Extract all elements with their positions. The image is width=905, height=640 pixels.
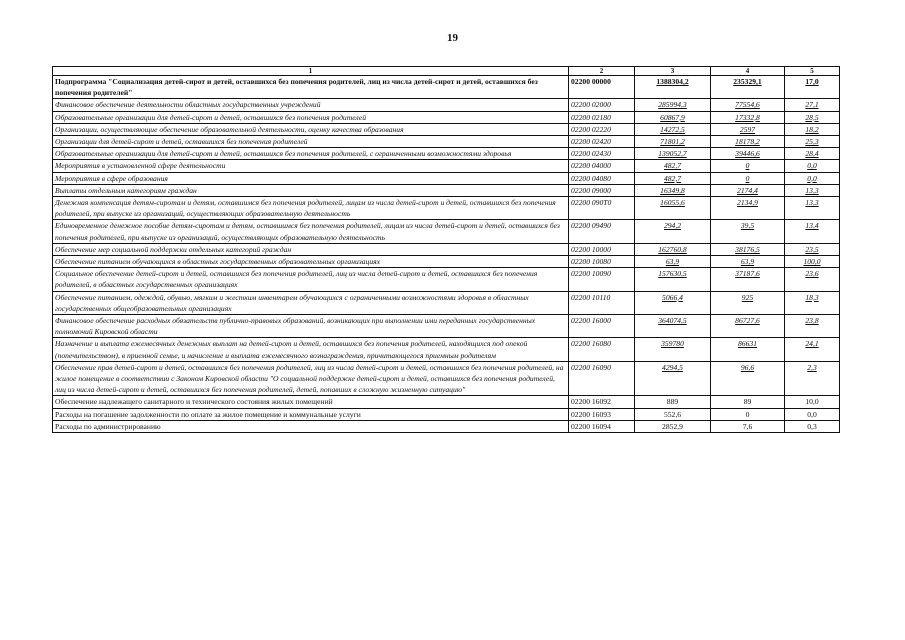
table-row <box>53 76 840 99</box>
row-executed-value-cell: 235329,1 <box>711 76 785 99</box>
row-plan-value-cell: 63,9 <box>635 256 711 268</box>
row-executed-value-cell: 38176,5 <box>711 243 785 255</box>
table-row <box>53 338 840 361</box>
row-code-cell: 02200 10090 <box>569 268 635 291</box>
row-percent-cell: 23,8 <box>785 315 840 338</box>
row-executed-value-cell: 39446,6 <box>711 148 785 160</box>
row-plan-value-cell: 482,7 <box>635 160 711 172</box>
row-code-cell: 02200 16000 <box>569 315 635 338</box>
row-percent-cell: 0,3 <box>785 420 840 432</box>
row-name-cell: Финансовое обеспечение деятельности областных государственных учреждений <box>53 99 569 111</box>
row-executed-value-cell: 2134,9 <box>711 197 785 220</box>
row-percent-cell: 13,3 <box>785 197 840 220</box>
row-plan-value-cell: 285994,3 <box>635 99 711 111</box>
row-code-cell: 02200 16080 <box>569 338 635 361</box>
row-plan-value-cell: 552,6 <box>635 408 711 420</box>
table-row <box>53 243 840 255</box>
row-executed-value-cell: 86631 <box>711 338 785 361</box>
row-code-cell: 02200 10000 <box>569 243 635 255</box>
row-code-cell: 02200 09000 <box>569 184 635 196</box>
row-code-cell: 02200 16094 <box>569 420 635 432</box>
row-percent-cell: 13,3 <box>785 184 840 196</box>
row-name-cell: Единовременное денежное пособие детям-сиротам и детям, оставшимся без попечения родителей, лицам из числа детей-сирот и детей, оставшихся без попечения родителей, при выпуске из организаций, осуществляющих образовательную деятельность <box>53 220 569 243</box>
row-percent-cell: 18,3 <box>785 291 840 314</box>
row-code-cell: 02200 02430 <box>569 148 635 160</box>
row-name-cell: Обеспечение мер социальной поддержки отдельных категорий граждан <box>53 243 569 255</box>
row-code-cell: 02200 02180 <box>569 111 635 123</box>
row-code-cell: 02200 09490 <box>569 220 635 243</box>
table-row <box>53 396 840 408</box>
header-col-1: 1 <box>53 67 569 76</box>
row-plan-value-cell: 294,2 <box>635 220 711 243</box>
row-plan-value-cell: 139052,7 <box>635 148 711 160</box>
table-row <box>53 291 840 314</box>
row-code-cell: 02200 04080 <box>569 172 635 184</box>
row-name-cell: Мероприятия в установленной сфере деятельности <box>53 160 569 172</box>
row-name-cell: Мероприятия в сфере образования <box>53 172 569 184</box>
row-percent-cell: 13,4 <box>785 220 840 243</box>
row-executed-value-cell: 2597 <box>711 123 785 135</box>
row-executed-value-cell: 89 <box>711 396 785 408</box>
row-name-cell: Выплаты отдельным категориям граждан <box>53 184 569 196</box>
row-code-cell: 02200 16090 <box>569 361 635 396</box>
row-name-cell: Назначение и выплата ежемесячных денежных выплат на детей-сирот и детей, оставшихся без попечения родителей, находящихся под опекой (попечительством), в приемной семье, и начисление и выплата ежемесячного вознаграждения, причитающегося приемным родителям <box>53 338 569 361</box>
row-executed-value-cell: 86727,6 <box>711 315 785 338</box>
row-percent-cell: 28,4 <box>785 148 840 160</box>
table-row <box>53 220 840 243</box>
row-percent-cell: 25,3 <box>785 136 840 148</box>
row-executed-value-cell: 63,9 <box>711 256 785 268</box>
row-plan-value-cell: 482,7 <box>635 172 711 184</box>
table-row <box>53 172 840 184</box>
row-executed-value-cell: 0 <box>711 172 785 184</box>
row-name-cell: Социальное обеспечение детей-сирот и детей, оставшихся без попечения родителей, лиц из числа детей-сирот и детей, оставшихся без попечения родителей, в областных государственных организациях <box>53 268 569 291</box>
row-percent-cell: 17,0 <box>785 76 840 99</box>
row-plan-value-cell: 16349,8 <box>635 184 711 196</box>
row-name-cell: Денежная компенсация детям-сиротам и детям, оставшимся без попечения родителей, лицам из числа детей-сирот и детей, оставшихся без попечения родителей, при выпуске из организаций, осуществляющих образовательную деятельность <box>53 197 569 220</box>
budget-table <box>52 66 840 433</box>
row-name-cell: Обеспечение питанием, одеждой, обувью, мягким и жестким инвентарем обучающихся с ограниченными возможностями здоровья в областных государственных общеобразовательных организациях <box>53 291 569 314</box>
row-executed-value-cell: 77554,6 <box>711 99 785 111</box>
row-name-cell: Образовательные организации для детей-сирот и детей, оставшихся без попечения родителей, с ограниченными возможностями здоровья <box>53 148 569 160</box>
page-number: 19 <box>447 32 458 44</box>
row-name-cell: Обеспечение прав детей-сирот и детей, оставшихся без попечения родителей, лиц из числа детей-сирот и детей, оставшихся без попечения родителей, на жилое помещение в соответствии с Законом Кировской области "О социальной поддержке детей-сирот и детей, оставшихся без попечения родителей, лиц из числа детей-сирот и детей, оставшихся без попечения родителей, детей, попавших в сложную жизненную ситуацию" <box>53 361 569 396</box>
row-percent-cell: 18,2 <box>785 123 840 135</box>
row-name-cell: Образовательные организации для детей-сирот и детей, оставшихся без попечения родителей <box>53 111 569 123</box>
table-row <box>53 148 840 160</box>
row-plan-value-cell: 162760,8 <box>635 243 711 255</box>
row-percent-cell: 24,1 <box>785 338 840 361</box>
row-plan-value-cell: 359780 <box>635 338 711 361</box>
table-header-row <box>53 67 840 76</box>
row-code-cell: 02200 00000 <box>569 76 635 99</box>
row-executed-value-cell: 18178,2 <box>711 136 785 148</box>
row-percent-cell: 23,5 <box>785 243 840 255</box>
header-col-2: 2 <box>569 67 635 76</box>
row-plan-value-cell: 60867,9 <box>635 111 711 123</box>
row-plan-value-cell: 889 <box>635 396 711 408</box>
row-percent-cell: 0,0 <box>785 172 840 184</box>
row-code-cell: 02200 10110 <box>569 291 635 314</box>
row-plan-value-cell: 14272,5 <box>635 123 711 135</box>
row-name-cell: Организации, осуществляющие обеспечение образовательной деятельности, оценку качества образования <box>53 123 569 135</box>
row-code-cell: 02200 02420 <box>569 136 635 148</box>
table-row <box>53 361 840 396</box>
row-executed-value-cell: 0 <box>711 160 785 172</box>
row-percent-cell: 28,5 <box>785 111 840 123</box>
row-percent-cell: 23,6 <box>785 268 840 291</box>
row-plan-value-cell: 364074,5 <box>635 315 711 338</box>
row-name-cell: Подпрограмма "Социализация детей-сирот и детей, оставшихся без попечения родителей, лиц из числа детей-сирот и детей, оставшихся без попечения родителей" <box>53 76 569 99</box>
row-executed-value-cell: 925 <box>711 291 785 314</box>
row-name-cell: Финансовое обеспечение расходных обязательств публично-правовых образований, возникающих при выполнении ими переданных государственных полномочий Кировской области <box>53 315 569 338</box>
row-executed-value-cell: 2174,4 <box>711 184 785 196</box>
row-percent-cell: 100,0 <box>785 256 840 268</box>
row-percent-cell: 0,0 <box>785 408 840 420</box>
table-row <box>53 111 840 123</box>
row-name-cell: Расходы на погашение задолженности по оплате за жилое помещение и коммунальные услуги <box>53 408 569 420</box>
row-executed-value-cell: 96,6 <box>711 361 785 396</box>
table-row <box>53 99 840 111</box>
table-row <box>53 136 840 148</box>
row-name-cell: Расходы по администрированию <box>53 420 569 432</box>
table-row <box>53 197 840 220</box>
row-executed-value-cell: 39,5 <box>711 220 785 243</box>
row-code-cell: 02200 10080 <box>569 256 635 268</box>
table-row <box>53 315 840 338</box>
row-executed-value-cell: 17332,8 <box>711 111 785 123</box>
row-code-cell: 02200 16093 <box>569 408 635 420</box>
row-percent-cell: 27,1 <box>785 99 840 111</box>
table-row <box>53 160 840 172</box>
row-name-cell: Обеспечение питанием обучающихся в областных государственных образовательных организациях <box>53 256 569 268</box>
row-plan-value-cell: 71801,2 <box>635 136 711 148</box>
row-plan-value-cell: 16055,6 <box>635 197 711 220</box>
table-row <box>53 123 840 135</box>
row-percent-cell: 2,3 <box>785 361 840 396</box>
header-col-4: 4 <box>711 67 785 76</box>
row-executed-value-cell: 0 <box>711 408 785 420</box>
header-col-5: 5 <box>785 67 840 76</box>
table-row <box>53 256 840 268</box>
row-code-cell: 02200 16092 <box>569 396 635 408</box>
row-percent-cell: 10,0 <box>785 396 840 408</box>
header-col-3: 3 <box>635 67 711 76</box>
row-code-cell: 02200 04000 <box>569 160 635 172</box>
row-plan-value-cell: 5066,4 <box>635 291 711 314</box>
row-plan-value-cell: 1388304,2 <box>635 76 711 99</box>
table-row <box>53 184 840 196</box>
row-plan-value-cell: 4294,5 <box>635 361 711 396</box>
row-plan-value-cell: 2852,9 <box>635 420 711 432</box>
table-body <box>53 67 840 433</box>
row-name-cell: Обеспечение надлежащего санитарного и технического состояния жилых помещений <box>53 396 569 408</box>
row-plan-value-cell: 157630,5 <box>635 268 711 291</box>
row-name-cell: Организации для детей-сирот и детей, оставшихся без попечения родителей <box>53 136 569 148</box>
row-code-cell: 02200 02220 <box>569 123 635 135</box>
row-executed-value-cell: 7,6 <box>711 420 785 432</box>
row-code-cell: 02200 090T0 <box>569 197 635 220</box>
row-code-cell: 02200 02000 <box>569 99 635 111</box>
row-executed-value-cell: 37187,6 <box>711 268 785 291</box>
table-row <box>53 408 840 420</box>
row-percent-cell: 0,0 <box>785 160 840 172</box>
table-row <box>53 268 840 291</box>
table-row <box>53 420 840 432</box>
